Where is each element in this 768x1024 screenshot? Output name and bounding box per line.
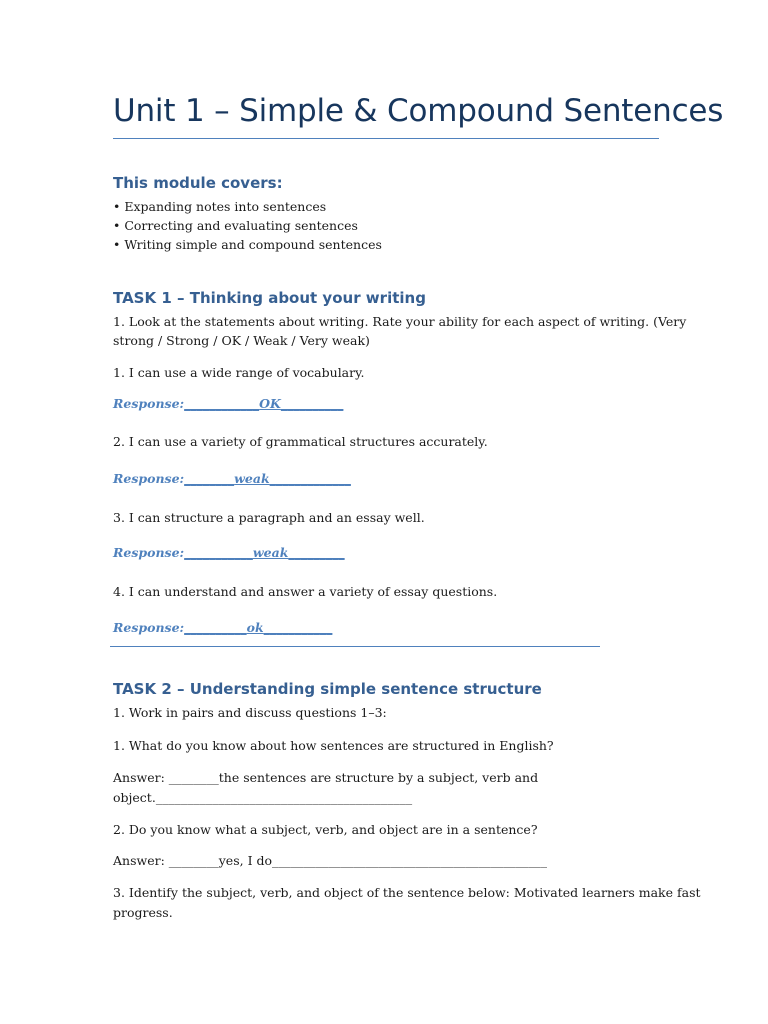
response-label: Response: — [113, 471, 185, 486]
task1-instruction: strong / Strong / OK / Weak / Very weak) — [113, 333, 370, 348]
question-3-cont: progress. — [113, 905, 173, 920]
task1-heading: TASK 1 – Thinking about your writing — [113, 289, 426, 307]
response-label: Response: — [113, 620, 185, 635]
response-label: Response: — [113, 396, 185, 411]
response-blank: ___________ — [184, 545, 253, 560]
page-title: Unit 1 – Simple & Compound Sentences — [113, 93, 724, 129]
response-blank: __________ — [280, 396, 344, 411]
answer-blank: ____________________________________________ — [272, 853, 548, 868]
statement-3: 3. I can structure a paragraph and an essay well. — [113, 510, 425, 525]
section-divider — [110, 646, 600, 647]
answer-blank: ________ — [168, 770, 219, 785]
answer-1[interactable] — [113, 768, 538, 787]
answer-text: yes, I do — [218, 853, 273, 868]
response-label: Response: — [113, 545, 185, 560]
response-answer: OK — [259, 396, 281, 411]
module-item: • Writing simple and compound sentences — [113, 237, 382, 252]
answer-label: Answer: — [113, 853, 169, 868]
task2-heading: TASK 2 – Understanding simple sentence structure — [113, 680, 542, 698]
question-2: 2. Do you know what a subject, verb, and object are in a sentence? — [113, 822, 538, 837]
response-blank: _____________ — [269, 471, 351, 486]
statement-4: 4. I can understand and answer a variety of essay questions. — [113, 584, 498, 599]
answer-1-cont[interactable] — [113, 788, 412, 807]
response-answer: weak — [234, 471, 270, 486]
statement-1: 1. I can use a wide range of vocabulary. — [113, 365, 365, 380]
question-1: 1. What do you know about how sentences are structured in English? — [113, 738, 554, 753]
response-1[interactable] — [113, 396, 343, 411]
answer-text: object. — [113, 790, 156, 805]
statement-2: 2. I can use a variety of grammatical structures accurately. — [113, 434, 488, 449]
answer-label: Answer: — [113, 770, 169, 785]
response-blank: ___________ — [263, 620, 333, 635]
module-item: • Expanding notes into sentences — [113, 199, 327, 214]
response-answer: ok — [246, 620, 264, 635]
answer-text: the sentences are structure by a subject, verb and — [218, 770, 539, 785]
module-item: • Correcting and evaluating sentences — [113, 218, 358, 233]
title-underline — [113, 138, 659, 139]
response-3[interactable] — [113, 545, 345, 560]
response-2[interactable] — [113, 471, 351, 486]
response-4[interactable] — [113, 620, 332, 635]
task1-instruction: 1. Look at the statements about writing. Rate your ability for each aspect of writing. (Very — [113, 314, 687, 329]
task2-instruction: 1. Work in pairs and discuss questions 1–3: — [113, 705, 387, 720]
answer-2[interactable] — [113, 851, 547, 870]
response-blank: ____________ — [184, 396, 260, 411]
question-3: 3. Identify the subject, verb, and object of the sentence below: Motivated learners make fast — [113, 885, 701, 900]
response-blank: ________ — [184, 471, 235, 486]
answer-blank: _________________________________________ — [155, 790, 413, 805]
module-heading: This module covers: — [113, 174, 283, 192]
response-answer: weak — [252, 545, 289, 560]
response-blank: __________ — [184, 620, 247, 635]
answer-blank: ________ — [168, 853, 219, 868]
response-blank: _________ — [288, 545, 345, 560]
